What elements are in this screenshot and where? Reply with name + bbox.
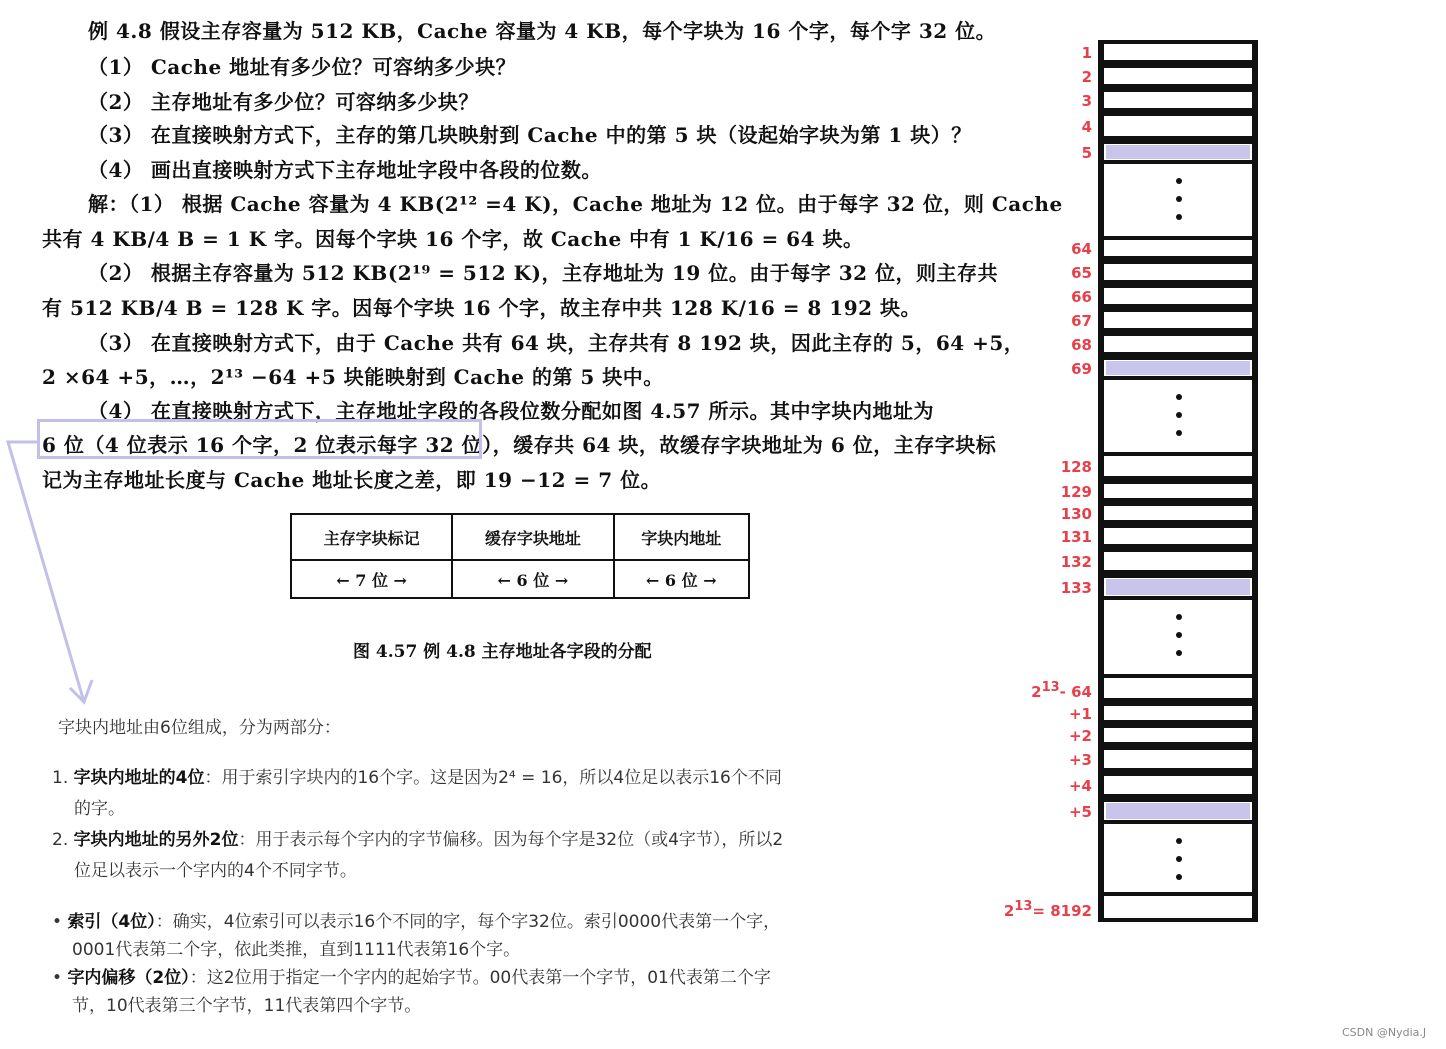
- memory-block: [1098, 702, 1258, 724]
- memory-address-label: 3: [1081, 92, 1092, 110]
- memory-address-label: 129: [1060, 483, 1092, 501]
- dot: [1176, 650, 1182, 656]
- list-item-cont: 位足以表示一个字内的4个不同字节。: [74, 861, 357, 881]
- list-item-text: ：确实，4位索引可以表示16个不同的字，每个字32位。索引0000代表第一个字，: [155, 912, 781, 932]
- answer-line: 记为主存地址长度与 Cache 地址长度之差，即 19 −12 = 7 位。: [42, 468, 662, 492]
- field-bits-value: 6 位: [664, 570, 698, 590]
- memory-address-label: 1: [1081, 44, 1092, 62]
- memory-address-label: 64: [1071, 240, 1092, 258]
- mapped-fill: [1106, 803, 1250, 819]
- memory-block: [1098, 502, 1258, 524]
- dot: [1176, 394, 1182, 400]
- question-1: （1） Cache 地址有多少位？可容纳多少块？: [88, 55, 517, 79]
- list-item-cont: 节，10代表第三个字节，11代表第四个字节。: [72, 996, 422, 1016]
- vertical-ellipsis-icon: [1176, 394, 1184, 448]
- memory-address-label: 69: [1071, 360, 1092, 378]
- memory-block: [1098, 674, 1258, 702]
- vertical-ellipsis-icon: [1176, 614, 1184, 668]
- bullet-icon: •: [52, 968, 63, 988]
- watermark: CSDN @Nydia.J: [1342, 1026, 1427, 1039]
- answer-line: 解：（1） 根据 Cache 容量为 4 KB(2¹² =4 K)，Cache 地址为 12 位。由于每字 32 位，则 Cache: [88, 192, 1063, 216]
- answer-line: （4） 在直接映射方式下，主存地址字段的各段位数分配如图 4.57 所示。其中字块内地址为: [88, 399, 935, 423]
- field-bits: ← 6 位 →: [452, 560, 613, 598]
- memory-address-label: 4: [1081, 118, 1092, 136]
- list-item-text: ：用于表示每个字内的字节偏移。因为每个字是32位（或4字节），所以2: [238, 830, 784, 850]
- power-exponent: 13: [1041, 680, 1060, 695]
- mapped-fill: [1106, 579, 1250, 595]
- field-bits-value: 7 位: [355, 570, 388, 590]
- memory-block: [1098, 284, 1258, 308]
- memory-address-label: 67: [1071, 312, 1092, 330]
- memory-block: [1098, 64, 1258, 88]
- memory-address-label: +2: [1068, 727, 1092, 745]
- list-number: 2.: [52, 830, 69, 850]
- memory-block: [1098, 746, 1258, 772]
- dot: [1176, 196, 1182, 202]
- dot: [1176, 856, 1182, 862]
- power-suffix: - 64: [1059, 683, 1092, 701]
- notes-ul-item: [52, 963, 771, 988]
- field-bits-value: 6 位: [516, 570, 550, 590]
- dot: [1176, 214, 1182, 220]
- memory-address-label: [1002, 899, 1092, 920]
- memory-block: [1098, 480, 1258, 502]
- memory-block: [1098, 40, 1258, 64]
- dot: [1176, 430, 1182, 436]
- memory-block: [1098, 236, 1258, 260]
- field-header: 主存字块标记: [291, 514, 452, 560]
- memory-address-label: 5: [1081, 144, 1092, 162]
- answer-line: 共有 4 KB/4 B = 1 K 字。因每个字块 16 个字，故 Cache 中有 1 K/16 = 64 块。: [42, 227, 864, 251]
- question-2: （2） 主存地址有多少位？可容纳多少块？: [88, 90, 479, 114]
- list-item-text: ：这2位用于指定一个字内的起始字节。00代表第一个字节，01代表第二个字: [189, 968, 771, 988]
- list-number: 1.: [52, 768, 69, 788]
- memory-address-label: 2: [1081, 68, 1092, 86]
- list-item-cont: 的字。: [74, 799, 125, 819]
- memory-block: [1098, 724, 1258, 746]
- memory-block: [1098, 548, 1258, 574]
- memory-address-label: 130: [1060, 505, 1092, 523]
- list-item-text: ：用于索引字块内的16个字。这是因为2⁴ = 16，所以4位足以表示16个不同: [204, 768, 782, 788]
- field-bits: ← 7 位 →: [291, 560, 452, 598]
- memory-block-mapped: [1098, 356, 1258, 380]
- memory-address-label: 65: [1071, 264, 1092, 282]
- dot: [1176, 838, 1182, 844]
- mapped-fill: [1106, 361, 1250, 375]
- power-base: 2: [1031, 683, 1042, 701]
- list-item-title: 字块内地址的4位: [73, 768, 205, 788]
- mapped-fill: [1106, 145, 1250, 159]
- memory-address-label: +1: [1068, 705, 1092, 723]
- power-suffix: = 8192: [1032, 902, 1092, 920]
- notes-ol-item: [52, 825, 783, 850]
- memory-address-label: 131: [1060, 528, 1092, 546]
- memory-block: [1098, 308, 1258, 332]
- address-field-table: [290, 513, 750, 599]
- memory-address-label: +4: [1068, 777, 1092, 795]
- memory-block: [1098, 892, 1258, 922]
- memory-address-label: 68: [1071, 336, 1092, 354]
- memory-block-mapped: [1098, 798, 1258, 824]
- dot: [1176, 178, 1182, 184]
- dot: [1176, 412, 1182, 418]
- memory-address-label: 66: [1071, 288, 1092, 306]
- memory-block: [1098, 772, 1258, 798]
- power-exponent: 13: [1014, 899, 1033, 914]
- memory-address-label: 128: [1060, 458, 1092, 476]
- dot: [1176, 874, 1182, 880]
- memory-block: [1098, 260, 1258, 284]
- memory-block: [1098, 452, 1258, 480]
- memory-block: [1098, 332, 1258, 356]
- dot: [1176, 632, 1182, 638]
- vertical-ellipsis-icon: [1176, 838, 1184, 892]
- notes-intro: 字块内地址由6位组成，分为两部分：: [58, 718, 341, 738]
- dot: [1176, 614, 1182, 620]
- answer-line-highlighted: 6 位（4 位表示 16 个字，2 位表示每字 32 位），缓存共 64 块，故缓存字块地址为 6 位，主存字块标: [42, 433, 997, 457]
- memory-block: [1098, 112, 1258, 140]
- memory-address-label: 132: [1060, 553, 1092, 571]
- list-item-title: 字内偏移（2位）: [67, 968, 190, 988]
- memory-address-label: +3: [1068, 751, 1092, 769]
- memory-block: [1098, 524, 1258, 548]
- field-header: 字块内地址: [614, 514, 749, 560]
- annotation-arrow: [0, 430, 110, 710]
- answer-line: （2） 根据主存容量为 512 KB(2¹⁹ = 512 K)，主存地址为 19 位。由于每字 32 位，则主存共: [88, 261, 998, 285]
- field-header: 缓存字块地址: [452, 514, 613, 560]
- vertical-ellipsis-icon: [1176, 178, 1184, 232]
- question-4: （4） 画出直接映射方式下主存地址字段中各段的位数。: [88, 158, 602, 182]
- figure-caption: 图 4.57 例 4.8 主存地址各字段的分配: [353, 642, 652, 662]
- example-title: 例 4.8 假设主存容量为 512 KB，Cache 容量为 4 KB，每个字块为 16 个字，每个字 32 位。: [88, 19, 997, 43]
- memory-address-label: +5: [1068, 803, 1092, 821]
- memory-block-mapped: [1098, 140, 1258, 164]
- question-3: （3） 在直接映射方式下，主存的第几块映射到 Cache 中的第 5 块（设起始字块为第 1 块）？: [88, 123, 972, 147]
- memory-address-label: [1002, 680, 1092, 701]
- notes-ul-item: [52, 907, 780, 932]
- list-item-cont: 0001代表第二个字，依此类推，直到1111代表第16个字。: [72, 940, 521, 960]
- power-base: 2: [1003, 902, 1015, 920]
- list-item-title: 索引（4位）: [67, 912, 156, 932]
- answer-line: 有 512 KB/4 B = 128 K 字。因每个字块 16 个字，故主存中共 128 K/16 = 8 192 块。: [42, 296, 922, 320]
- list-item-title: 字块内地址的另外2位: [73, 830, 239, 850]
- memory-block: [1098, 88, 1258, 112]
- memory-address-label: 133: [1060, 579, 1092, 597]
- field-bits: ← 6 位 →: [614, 560, 749, 598]
- notes-ol-item: [52, 763, 782, 788]
- memory-block-mapped: [1098, 574, 1258, 600]
- answer-line: 2 ×64 +5，…，2¹³ −64 +5 块能映射到 Cache 的第 5 块中。: [42, 365, 664, 389]
- answer-line: （3） 在直接映射方式下，由于 Cache 共有 64 块，主存共有 8 192 块，因此主存的 5，64 +5，: [88, 331, 1025, 355]
- bullet-icon: •: [52, 912, 63, 932]
